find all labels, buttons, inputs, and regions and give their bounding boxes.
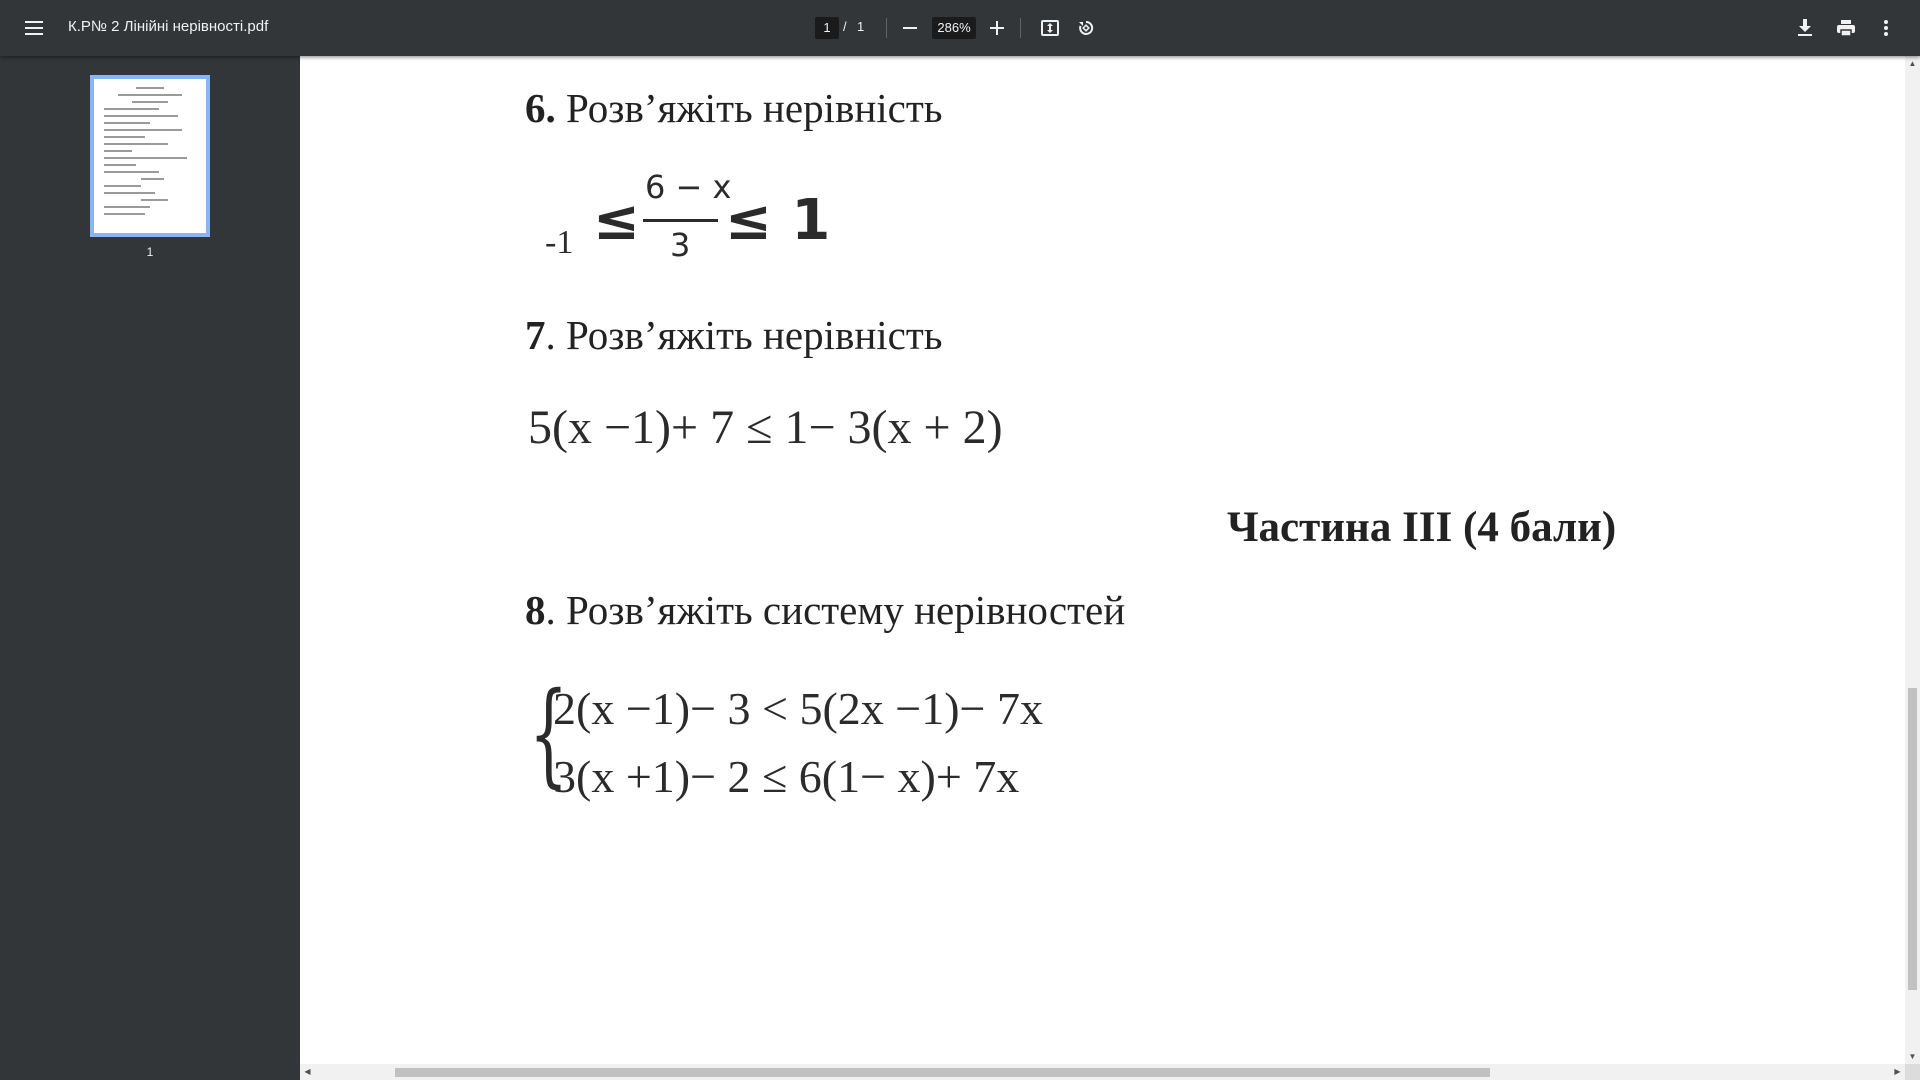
inequality-6-numerator: 6 − x [645,168,732,206]
download-button[interactable] [1789,12,1821,44]
toolbar-divider [886,18,887,38]
rotate-icon [1077,19,1095,37]
scroll-down-arrow-icon[interactable]: ▼ [1908,1052,1917,1061]
thumbnail-sidebar [0,56,300,1080]
pdf-page [300,56,1905,1064]
minus-icon [903,21,917,35]
page-separator: / [843,19,847,34]
task-8-number: 8 [525,587,546,633]
scroll-left-arrow-icon[interactable]: ◀ [304,1067,311,1076]
print-button[interactable] [1830,12,1862,44]
horizontal-scroll-thumb[interactable] [395,1068,1490,1077]
menu-icon[interactable] [18,12,50,44]
thumbnail-page-number: 1 [146,245,154,259]
scroll-up-arrow-icon[interactable]: ▲ [1908,59,1917,68]
task-6-text: Розв’яжіть нерівність [555,85,943,131]
system-inequality-1: 2(x −1)− 3 < 5(2x −1)− 7x [553,683,1043,734]
inequality-6-denominator: 3 [670,226,691,264]
toolbar-divider [1020,18,1021,38]
horizontal-scrollbar[interactable] [300,1064,1905,1080]
plus-icon [990,21,1004,35]
more-vertical-icon [1884,20,1888,36]
document-title: К.Р№ 2 Лінійні нерівності.pdf [68,18,269,35]
system-inequality-2: 3(x +1)− 2 ≤ 6(1− x)+ 7x [553,751,1020,802]
vertical-scrollbar[interactable] [1905,56,1920,1064]
task-6-number: 6. [525,85,556,131]
rotate-button[interactable] [1070,12,1102,44]
page-number-input[interactable]: 1 [815,17,839,39]
vertical-scroll-thumb[interactable] [1908,688,1917,990]
page-thumbnail[interactable] [90,75,210,237]
task-6-heading [525,84,942,132]
task-7-heading [525,311,942,359]
zoom-out-button[interactable] [894,12,926,44]
document-viewport[interactable] [300,56,1905,1064]
scroll-right-arrow-icon[interactable]: ▶ [1894,1067,1901,1076]
download-icon [1797,19,1813,37]
print-icon [1837,19,1855,37]
inequality-6-right: ≤ 1 [725,188,831,253]
task-7-text: . Розв’яжіть нерівність [545,312,943,358]
fit-to-page-button[interactable] [1034,12,1066,44]
fraction-bar [643,219,718,222]
more-options-button[interactable] [1870,12,1902,44]
inequality-7: 5(x −1)+ 7 ≤ 1− 3(x + 2) [528,401,1003,454]
task-8-text: . Розв’яжіть систему нерівностей [545,587,1126,633]
pdf-toolbar [0,0,1920,56]
inequality-6-left: -1 [545,224,574,261]
page-total: 1 [857,19,865,34]
task-8-heading [525,586,1125,634]
zoom-in-button[interactable] [981,12,1013,44]
scrollbar-corner [1905,1064,1920,1080]
system-brace: { [529,669,569,799]
task-7-number: 7 [525,312,546,358]
part-3-heading: Частина ІІІ (4 бали) [1227,504,1617,551]
zoom-level-input[interactable]: 286% [932,17,976,39]
fit-to-page-icon [1041,19,1059,37]
inequality-6-le-sign: ≤ [593,188,640,253]
